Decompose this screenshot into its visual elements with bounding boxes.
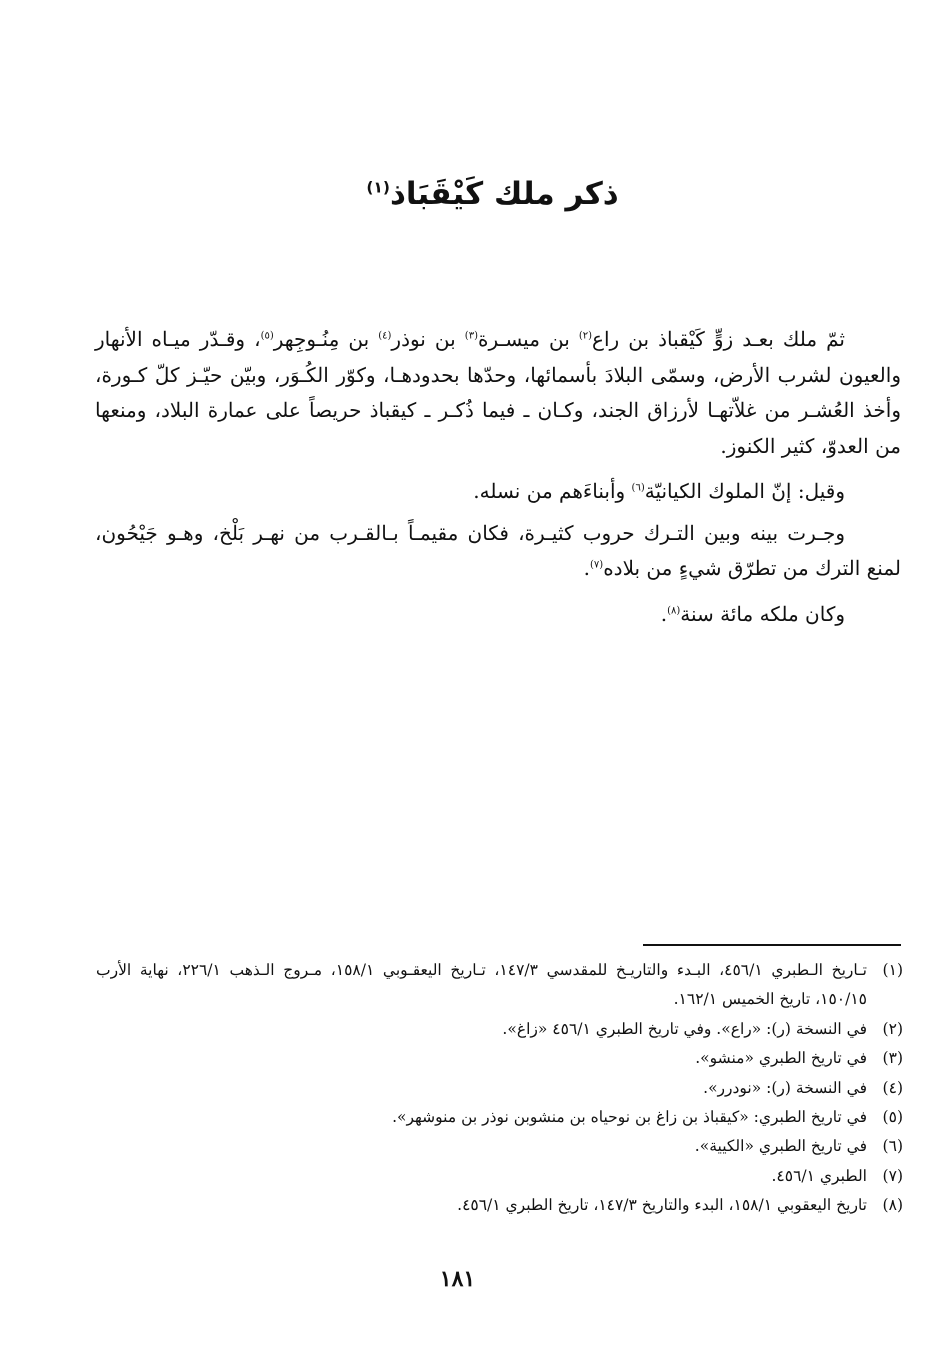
paragraph-text: بن مِنُـوجِهر (273, 327, 379, 351)
footnote-number: (٣) (882, 1049, 903, 1068)
page-number: ١٨١ (439, 1266, 476, 1292)
footnote-ref: (٦) (631, 482, 645, 494)
footnote-ref: (٤) (378, 330, 392, 342)
footnotes-list (96, 956, 903, 1221)
paragraph-text: وقيل: إنّ الملوك الكيانيّة (644, 479, 845, 503)
footnote-text: في النسخة (ر): «راع». وفي تاريخ الطبري ٤٥٦/١ «زاغ». (502, 1019, 867, 1038)
paragraph-text: ثمّ ملك بعـد زوٍّ كَيْقباذ بن راع (592, 327, 845, 351)
footnote-ref: (٧) (590, 559, 604, 571)
footnote-text: في تاريخ الطبري «الكيية». (694, 1137, 867, 1156)
footnote-ref: (١) (366, 178, 390, 197)
body-paragraph (95, 516, 901, 587)
footnote-ref: (٨) (667, 604, 681, 616)
body-paragraph (95, 322, 901, 464)
footnote-number: (٢) (882, 1019, 903, 1038)
footnote-ref: (٣) (464, 330, 478, 342)
footnote-number: (١) (882, 961, 903, 979)
footnote-ref: (٢) (578, 330, 593, 342)
footnote-text: تاريخ اليعقوبي ١٥٨/١، البدء والتاريخ ١٤٧/٣، تاريخ الطبري ٤٥٦/١. (457, 1196, 867, 1215)
footnote-item (96, 1074, 903, 1103)
footnote-item (96, 1132, 903, 1161)
paragraph-text: بن نوذر (391, 327, 465, 351)
footnote-item (96, 956, 903, 1015)
footnote-item (96, 1044, 903, 1073)
footnote-divider (643, 944, 901, 946)
footnote-item (96, 1191, 903, 1220)
chapter-title-text: ذكر ملك كَيْقَبَاذ (389, 176, 619, 212)
footnote-text: في تاريخ الطبري: «كيقباذ بن زاغ بن نوحياه بن منشوبن نوذر بن منوشهر». (392, 1108, 867, 1127)
paragraph-text: وكان ملكه مائة سنة (680, 601, 845, 626)
footnote-number: (٤) (882, 1078, 903, 1097)
main-text (95, 322, 901, 638)
footnote-text: في النسخة (ر): «نودرر». (703, 1078, 867, 1097)
paragraph-text: . (660, 601, 668, 626)
footnote-text: في تاريخ الطبري «منشو». (695, 1049, 867, 1068)
paragraph-text: . (583, 556, 590, 580)
paragraph-text: وجـرت بينه وبين التـرك حروب كثيـرة، فكان مقيمـاً بـالقـرب من نهـر بَلْخ، وهـو جَيْحُون، لمنع الترك من تطرّق شيءٍ من بلاده (95, 520, 901, 580)
footnote-text: الطبري ٤٥٦/١. (771, 1166, 867, 1185)
paragraph-text: وأبناءَهم من نسله. (473, 479, 632, 503)
footnote-text: تـاريخ الـطبري ٤٥٦/١، البـدء والتاريـخ للمقدسي ١٤٧/٣، تـاريخ اليعقـوبي ١٥٨/١، مـروج الـذهب ٢٢٦/١، نهاية الأرب ١٥٠/١٥، تاريخ الخميس ١٦٢/١. (96, 961, 867, 1009)
paragraph-text: بن ميسـرة (477, 327, 579, 351)
footnote-item (96, 1162, 903, 1191)
footnote-number: (٦) (882, 1137, 903, 1156)
footnote-number: (٥) (882, 1108, 903, 1127)
body-paragraph (95, 474, 901, 510)
chapter-title (0, 176, 945, 213)
footnote-item (96, 1015, 903, 1044)
footnote-number: (٧) (882, 1166, 903, 1185)
footnote-item (96, 1103, 903, 1132)
body-paragraph (95, 597, 901, 633)
paragraph-text: ، وقـدّر ميـاه الأنهار والعيون لشرب الأرض، وسمّى البلادَ بأسمائها، وحدّها بحدودهـا، وكوّر الكُـوَر، وبيّن حيّـز كلّ كـورة، وأخذ العُشـر من غلاّتهـا لأرزاق الجند، وكـان ـ فيما ذُكـر ـ كيقباذ حريصاً على عمارة البلاد، ومنعها من العدوّ، كثير الكنوز. (95, 327, 901, 458)
footnote-number: (٨) (882, 1196, 903, 1215)
footnote-ref: (٥) (260, 330, 274, 342)
